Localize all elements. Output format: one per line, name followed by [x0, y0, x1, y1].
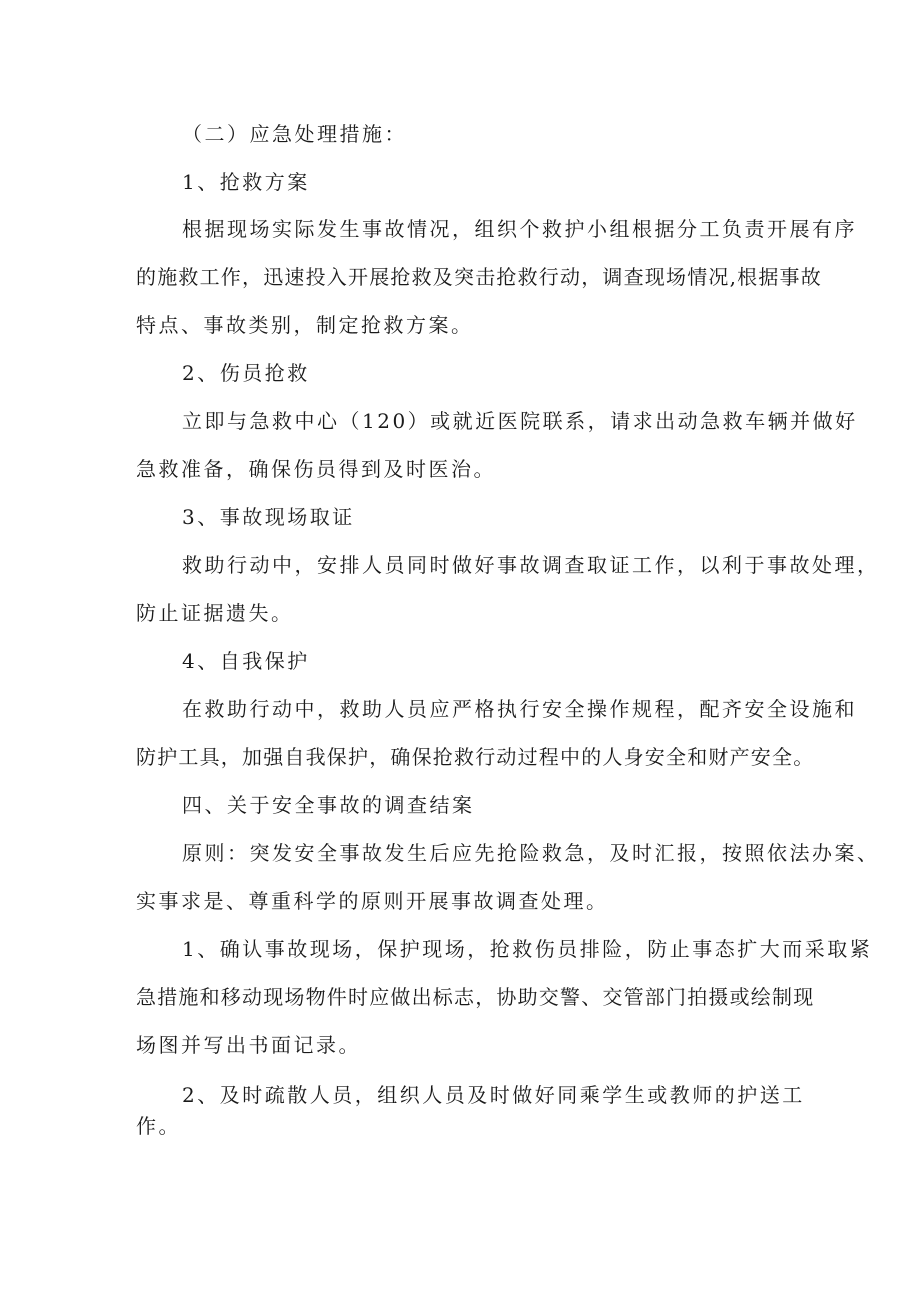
paragraph-line: 根据现场实际发生事故情况，组织个救护小组根据分工负责开展有序 — [182, 217, 857, 241]
paragraph-line: 急救准备，确保伤员得到及时医治。 — [136, 457, 496, 481]
paragraph-line: 场图并写出书面记录。 — [136, 1033, 361, 1057]
paragraph-line: 2、及时疏散人员，组织人员及时做好同乘学生或教师的护送工 — [182, 1083, 805, 1107]
section-heading: 四、关于安全事故的调查结案 — [182, 793, 475, 817]
paragraph-line: 救助行动中，安排人员同时做好事故调查取证工作，以利于事故处理， — [182, 553, 880, 577]
paragraph-line: 原则：突发安全事故发生后应先抢险救急，及时汇报，按照依法办案、 — [182, 841, 880, 865]
item-heading: 3、事故现场取证 — [182, 505, 355, 529]
item-heading: 2、伤员抢救 — [182, 361, 310, 385]
paragraph-line: 防护工具，加强自我保护，确保抢救行动过程中的人身安全和财产安全。 — [136, 745, 815, 769]
paragraph-line: 的施救工作，迅速投入开展抢救及突击抢救行动，调查现场情况,根据事故 — [136, 265, 822, 289]
paragraph-line: 立即与急救中心（120）或就近医院联系，请求出动急救车辆并做好 — [182, 409, 858, 433]
paragraph-line: 实事求是、尊重科学的原则开展事故调查处理。 — [136, 889, 609, 913]
paragraph-line: 在救助行动中，救助人员应严格执行安全操作规程，配齐安全设施和 — [182, 697, 857, 721]
item-heading: 1、抢救方案 — [182, 170, 310, 194]
paragraph-line: 作。 — [136, 1114, 181, 1138]
item-heading: 4、自我保护 — [182, 649, 310, 673]
paragraph-line: 防止证据遗失。 — [136, 601, 294, 625]
paragraph-line: 急措施和移动现场物件时应做出标志，协助交警、交管部门拍摄或绘制现 — [136, 985, 815, 1009]
paragraph-line: 特点、事故类别，制定抢救方案。 — [136, 313, 474, 337]
paragraph-line: 1、确认事故现场，保护现场，抢救伤员排险，防止事态扩大而采取紧 — [182, 937, 873, 961]
section-title: （二）应急处理措施： — [182, 122, 407, 146]
